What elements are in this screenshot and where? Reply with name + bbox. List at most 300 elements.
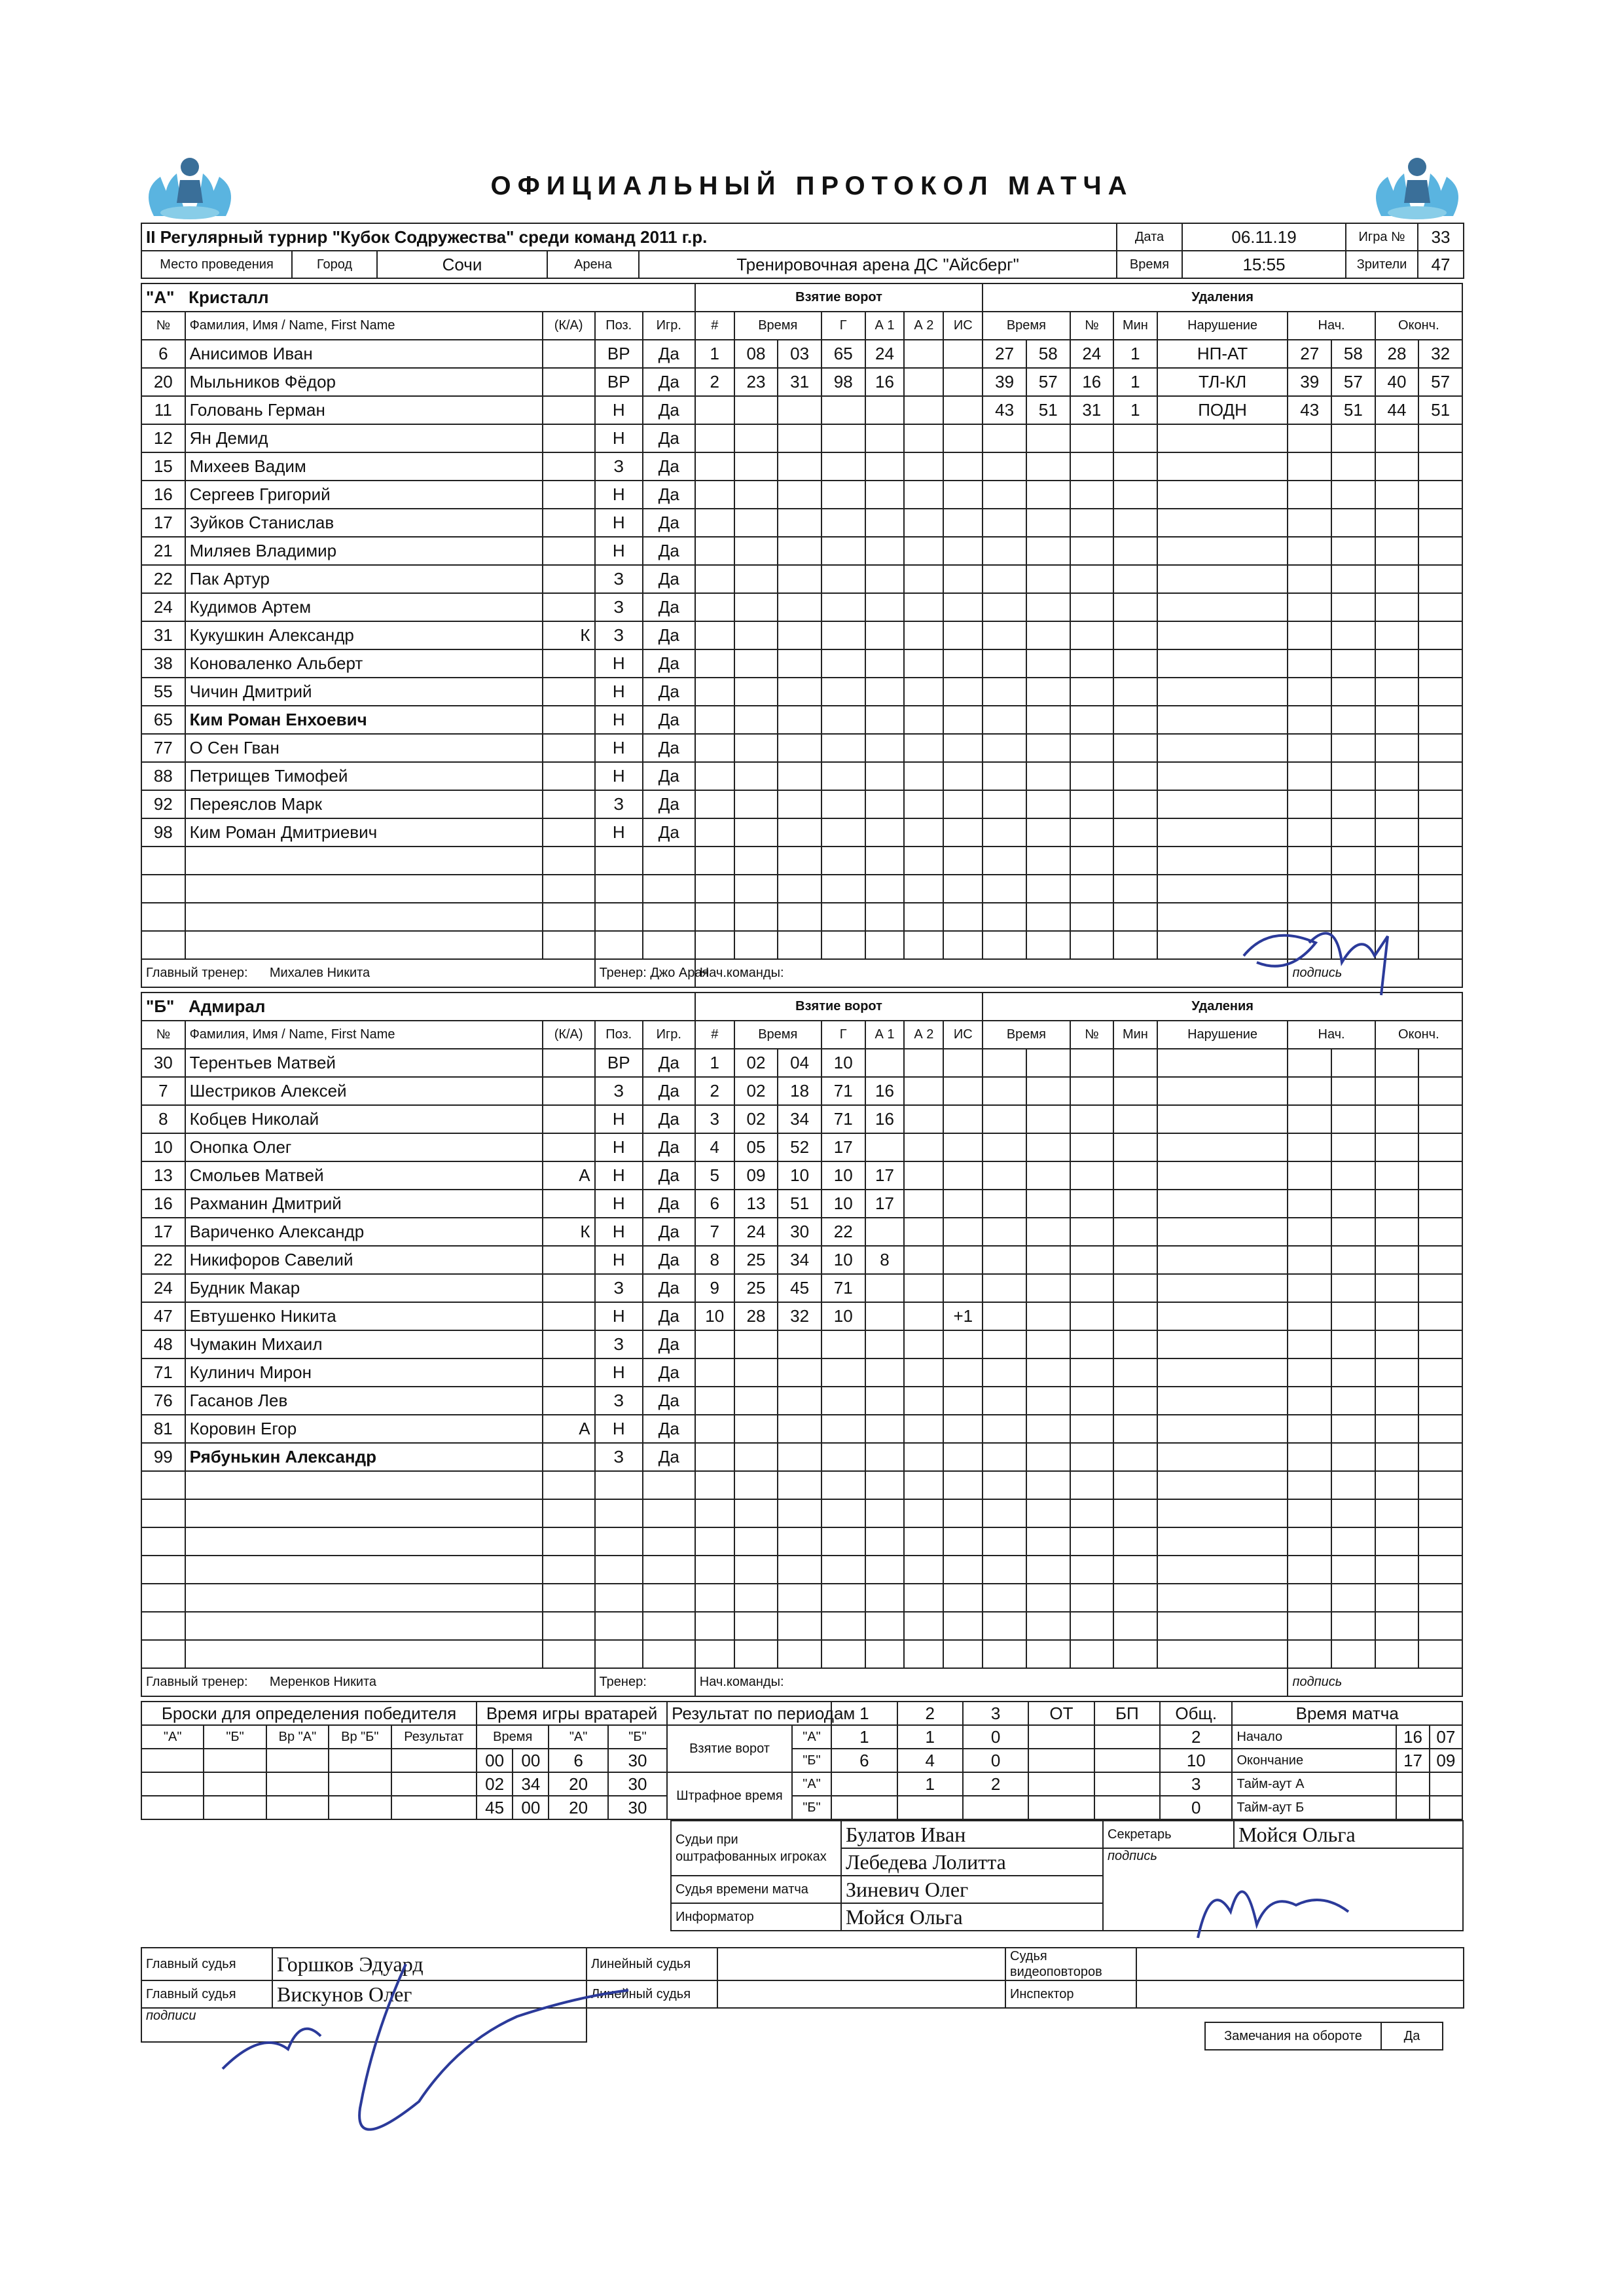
cell: 11 [141,396,185,424]
cell: 40 [1375,368,1419,396]
team_b-row [141,1358,1462,1387]
cell: Кристалл [189,287,269,307]
cell [543,481,595,509]
cell [865,1302,905,1330]
cell: Джо Арая [650,966,710,980]
cell: 88 [141,762,185,790]
goals-b-p2: 4 [897,1749,963,1772]
cell: 22 [141,565,185,593]
cell: Да [643,1443,695,1471]
cell: Мин [1113,312,1157,340]
cell: +1 [943,1302,983,1330]
cell: 1 [695,340,734,368]
goalie-row-2-b: 30 [608,1772,667,1796]
cell [543,1190,595,1218]
cell: Вариченко Александр [185,1218,543,1246]
cell [543,1049,595,1077]
cell: ПОДН [1157,396,1288,424]
tournament-name: II Регулярный турнир "Кубок Содружества" среди команд 2011 г.р. [141,223,1117,251]
cell: 34 [778,1105,821,1133]
cell: 39 [1288,368,1331,396]
team_a-trainer [595,959,710,987]
team_a-chief: Нач.команды: [695,959,1288,987]
summary-table [141,1701,1463,1820]
cell: 2 [695,1077,734,1105]
team_b-row [141,1218,1462,1246]
cell [543,368,595,396]
goalie-row-3-ss: 00 [513,1796,549,1819]
team_a-row [141,593,1462,621]
cell: ВР [595,340,643,368]
cell: 43 [1288,396,1331,424]
time-label: Время [1117,251,1182,278]
cell: 17 [141,509,185,537]
cell: Н [595,706,643,734]
cell: Будник Макар [185,1274,543,1302]
cell: Переяслов Марк [185,790,543,818]
goals-a-p2: 1 [897,1725,963,1749]
cell: # [695,1021,734,1049]
goalie-time-col-b: "Б" [608,1725,667,1749]
cell [543,1387,595,1415]
cell: Чумакин Михаил [185,1330,543,1358]
team_a-row [141,565,1462,593]
team_a-row [141,509,1462,537]
cell: Н [595,818,643,847]
cell [904,1049,943,1077]
cell [543,1302,595,1330]
cell: З [595,593,643,621]
cell: 24 [141,593,185,621]
period-ot-header: ОТ [1028,1702,1094,1725]
cell [543,1246,595,1274]
period-1-header: 1 [831,1702,897,1725]
cell: Да [643,762,695,790]
penalty-judge-1: Булатов Иван [841,1821,1103,1848]
cell: Коровин Егор [185,1415,543,1443]
cell: 8 [695,1246,734,1274]
cell: 7 [141,1077,185,1105]
cell [904,1218,943,1246]
penalty-judge-2: Лебедева Лолитта [841,1848,1103,1876]
head-ref-2: Вискунов Олег [272,1980,586,2008]
cell [904,1246,943,1274]
cell: 02 [734,1105,778,1133]
cell: Сергеев Григорий [185,481,543,509]
cell: 17 [865,1190,905,1218]
cell: А [543,1161,595,1190]
cell: З [595,1274,643,1302]
periods-pen-team-b: "Б" [792,1796,831,1819]
linesman-label-1: Линейный судья [586,1948,717,1980]
cell [543,452,595,481]
team_b-trainer [595,1668,695,1696]
cell [904,1302,943,1330]
cell: Гасанов Лев [185,1387,543,1415]
cell [543,649,595,678]
cell: А 2 [904,312,943,340]
cell: 57 [1331,368,1375,396]
cell [543,1330,595,1358]
team_a-title [141,283,695,312]
cell: Фамилия, Имя / Name, First Name [185,1021,543,1049]
secretary-sign-label: подпись [1103,1848,1463,1931]
cell: Да [643,649,695,678]
cell: 25 [734,1246,778,1274]
team_b-row [141,1105,1462,1133]
cell [904,1077,943,1105]
team_b-row [141,1499,1462,1527]
cell: ВР [595,1049,643,1077]
timeout-a-label: Тайм-аут А [1232,1772,1396,1796]
pen-b-p1 [831,1796,897,1819]
goals-b-total: 10 [1160,1749,1232,1772]
pen-a-bp [1094,1772,1160,1796]
cell [943,1161,983,1190]
cell [865,1049,905,1077]
cell: Да [643,734,695,762]
cell: Кудимов Артем [185,593,543,621]
informer-label: Информатор [671,1903,841,1931]
cell: Игр. [643,312,695,340]
cell: А 1 [865,312,905,340]
cell: Да [643,565,695,593]
team_b-penalties-title: Удаления [983,993,1462,1021]
team-b-block [141,992,1463,1697]
cell: Терентьев Матвей [185,1049,543,1077]
cell [943,368,983,396]
cell [943,1190,983,1218]
periods-pen-team-a: "А" [792,1772,831,1796]
cell [543,509,595,537]
cell [543,565,595,593]
cell: Евтушенко Никита [185,1302,543,1330]
cell: Да [643,706,695,734]
officials-table [141,1820,1464,1931]
cell: Петрищев Тимофей [185,762,543,790]
spectators-label: Зрители [1346,251,1418,278]
cell: З [595,565,643,593]
team_b-row [141,1527,1462,1556]
cell [543,1274,595,1302]
head-ref-label-2: Главный судья [141,1980,272,2008]
team_b-row [141,1133,1462,1161]
cell: А 2 [904,1021,943,1049]
cell: 65 [821,340,865,368]
cell [543,734,595,762]
team_a-row [141,396,1462,424]
cell [943,1049,983,1077]
cell: 16 [141,1190,185,1218]
cell [543,1077,595,1105]
cell: № [141,1021,185,1049]
cell: 18 [778,1077,821,1105]
pen-a-total: 3 [1160,1772,1232,1796]
cell: Н [595,1415,643,1443]
pen-a-p2: 1 [897,1772,963,1796]
team_a-row [141,875,1462,903]
team_b-row [141,1330,1462,1358]
cell: 51 [778,1190,821,1218]
cell: Главный тренер: [146,1675,248,1689]
pen-b-p3 [963,1796,1028,1819]
cell: Да [643,396,695,424]
cell: А 1 [865,1021,905,1049]
cell: Да [643,593,695,621]
cell: 1 [1113,340,1157,368]
team_a-row [141,818,1462,847]
cell [543,340,595,368]
period-bp-header: БП [1094,1702,1160,1725]
cell: З [595,1330,643,1358]
team_a-row [141,706,1462,734]
periods-goals-team-a: "А" [792,1725,831,1749]
cell: Главный тренер: [146,966,248,980]
cell: 81 [141,1415,185,1443]
cell: 43 [983,396,1026,424]
time-judge-name: Зиневич Олег [841,1876,1103,1903]
cell [943,1218,983,1246]
cell: 02 [734,1049,778,1077]
cell [543,818,595,847]
goalie-row-3-b: 30 [608,1796,667,1819]
team_a-row [141,734,1462,762]
cell [865,1274,905,1302]
cell: Н [595,1246,643,1274]
goalie-row-1-mm: 00 [477,1749,513,1772]
team_b-row [141,1049,1462,1077]
cell: 39 [983,368,1026,396]
team_b-table [141,992,1463,1697]
cell: 77 [141,734,185,762]
header-table [141,223,1464,279]
cell: З [595,452,643,481]
goalie-row-3-mm: 45 [477,1796,513,1819]
cell: 4 [695,1133,734,1161]
cell: Да [643,1358,695,1387]
cell: 10 [821,1161,865,1190]
cell [543,537,595,565]
cell: 04 [778,1049,821,1077]
cell [543,1358,595,1387]
cell: 51 [1026,396,1070,424]
cell: Да [643,1133,695,1161]
cell [904,1133,943,1161]
cell: 6 [695,1190,734,1218]
team_b-row [141,1556,1462,1584]
cell [904,1105,943,1133]
cell: 8 [865,1246,905,1274]
cell: З [595,621,643,649]
cell: Время [734,312,821,340]
cell: Рябунькин Александр [185,1443,543,1471]
cell: З [595,790,643,818]
pen-a-p3: 2 [963,1772,1028,1796]
cell: 71 [821,1105,865,1133]
date-value: 06.11.19 [1182,223,1346,251]
cell: 44 [1375,396,1419,424]
shootout-col-result: Результат [391,1725,477,1749]
cell [865,1218,905,1246]
shootout-col-b: "Б" [204,1725,266,1749]
cell: Н [595,396,643,424]
team_a-sign: подпись [1288,959,1462,987]
venue-label: Место проведения [141,251,292,278]
cell: А [543,1415,595,1443]
cell: 58 [1331,340,1375,368]
cell: 9 [695,1274,734,1302]
cell: 17 [821,1133,865,1161]
goalie-row-3-a: 20 [549,1796,607,1819]
shootout-col-a: "А" [141,1725,204,1749]
cell: 09 [734,1161,778,1190]
cell: Тренер: [599,966,647,980]
cell: 28 [1375,340,1419,368]
team_a-row [141,368,1462,396]
cell: ИС [943,1021,983,1049]
cell: # [695,312,734,340]
team_a-row [141,762,1462,790]
cell: Н [595,1190,643,1218]
cell: 10 [141,1133,185,1161]
team_a-row [141,452,1462,481]
cell: 31 [1070,396,1114,424]
cell: 98 [821,368,865,396]
cell: Да [643,1246,695,1274]
cell: 28 [734,1302,778,1330]
cell [543,1443,595,1471]
goalie-row-2-mm: 02 [477,1772,513,1796]
cell: 22 [141,1246,185,1274]
cell: Онопка Олег [185,1133,543,1161]
pen-b-total: 0 [1160,1796,1232,1819]
cell: № [141,312,185,340]
cell: 17 [865,1161,905,1190]
cell [543,424,595,452]
cell: Никифоров Савелий [185,1246,543,1274]
periods-title: Результат по периодам [667,1702,831,1725]
cell [943,1133,983,1161]
cell: 31 [778,368,821,396]
city-value: Сочи [377,251,547,278]
cell: 03 [778,340,821,368]
cell: ВР [595,368,643,396]
informer-name: Мойся Ольга [841,1903,1103,1931]
cell: 21 [141,537,185,565]
city-label: Город [292,251,377,278]
game-value: 33 [1418,223,1464,251]
cell: К [543,621,595,649]
cell: Да [643,340,695,368]
cell: Г [821,312,865,340]
cell: Н [595,537,643,565]
pen-a-p1 [831,1772,897,1796]
goalie-time-col-time: Время [477,1725,549,1749]
cell: 24 [734,1218,778,1246]
periods-pen-label: Штрафное время [667,1772,792,1819]
cell: 65 [141,706,185,734]
cell: Г [821,1021,865,1049]
cell: Чичин Дмитрий [185,678,543,706]
team_b-sign: подпись [1288,1668,1462,1696]
cell: Ким Роман Дмитриевич [185,818,543,847]
cell: Рахманин Дмитрий [185,1190,543,1218]
goalie-row-1-b: 30 [608,1749,667,1772]
cell: Н [595,649,643,678]
cell: Коноваленко Альберт [185,649,543,678]
team_a-row [141,847,1462,875]
team_a-row [141,340,1462,368]
cell: Да [643,424,695,452]
team_b-row [141,1246,1462,1274]
cell: Да [643,1387,695,1415]
cell: 71 [821,1274,865,1302]
cell: Н [595,1161,643,1190]
cell: 1 [1113,396,1157,424]
cell [543,790,595,818]
pen-a-ot [1028,1772,1094,1796]
cell: 12 [141,424,185,452]
cell: 7 [695,1218,734,1246]
cell: Кулинич Мирон [185,1358,543,1387]
pen-b-bp [1094,1796,1160,1819]
team_b-row [141,1387,1462,1415]
cell [543,1105,595,1133]
page-title: ОФИЦИАЛЬНЫЙ ПРОТОКОЛ МАТЧА [490,172,1134,200]
cell: 10 [821,1049,865,1077]
cell: Да [643,1274,695,1302]
cell: 10 [695,1302,734,1330]
cell: 38 [141,649,185,678]
cell: Да [643,1049,695,1077]
cell: 24 [865,340,905,368]
goals-a-p3: 0 [963,1725,1028,1749]
cell: 08 [734,340,778,368]
cell: Да [643,368,695,396]
team_b-row [141,1415,1462,1443]
cell [904,340,943,368]
cell: 16 [141,481,185,509]
cell: Да [643,1077,695,1105]
cell: № [1070,1021,1114,1049]
cell: 57 [1026,368,1070,396]
cell: 02 [734,1077,778,1105]
match-end-hour: 17 [1396,1749,1429,1772]
cell: Меренков Никита [269,1675,377,1689]
cell: 17 [141,1218,185,1246]
cell: Нарушение [1157,312,1288,340]
team_a-goals-title: Взятие ворот [695,283,983,312]
cell: 27 [983,340,1026,368]
team_b-row [141,1274,1462,1302]
cell: 34 [778,1246,821,1274]
cell: 10 [821,1302,865,1330]
cell: 71 [141,1358,185,1387]
cell: Да [643,509,695,537]
cell: Н [595,762,643,790]
match-start-label: Начало [1232,1725,1396,1749]
team_b-title [141,993,695,1021]
cell: Да [643,1330,695,1358]
cell [543,396,595,424]
linesman-label-2: Линейный судья [586,1980,717,2008]
team_b-row [141,1302,1462,1330]
cell: (К/А) [543,312,595,340]
head-ref-1: Горшков Эдуард [272,1948,586,1980]
cell: Н [595,424,643,452]
cell: Миляев Владимир [185,537,543,565]
cell [543,678,595,706]
